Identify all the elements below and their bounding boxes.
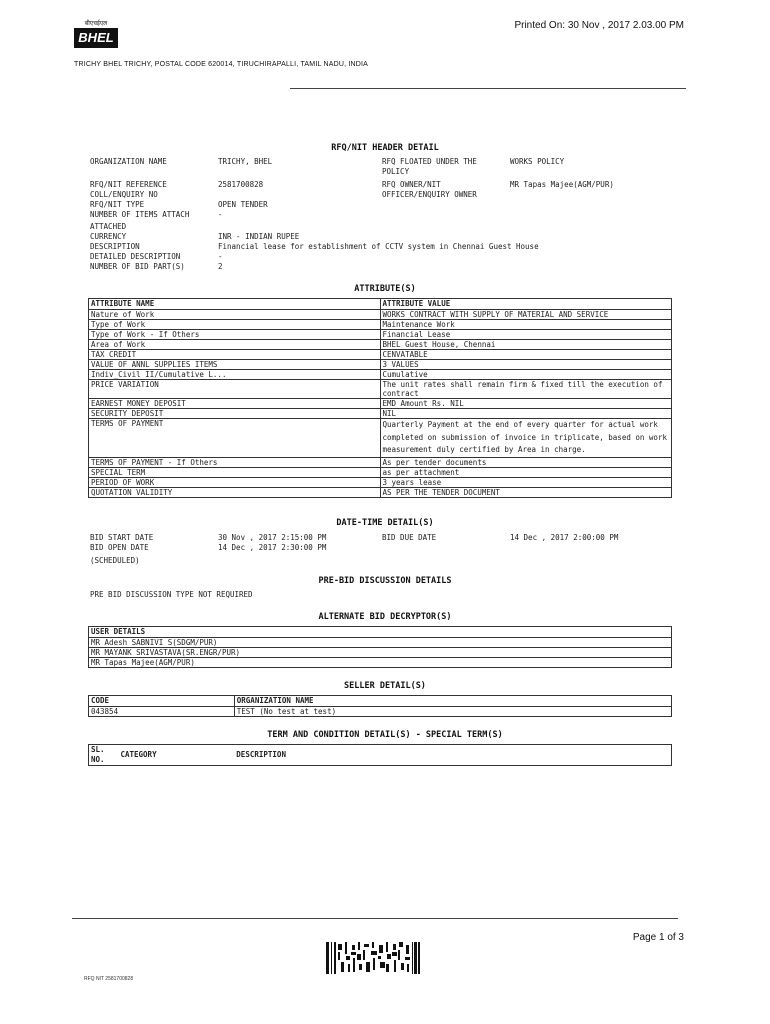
seller-title: SELLER DETAIL(S)	[344, 681, 426, 691]
attr-value-header: ATTRIBUTE VALUE	[380, 299, 672, 310]
table-row	[89, 320, 672, 330]
table-row	[89, 457, 672, 467]
attr-name-header: ATTRIBUTE NAME	[89, 299, 381, 310]
value-detailed-description: -	[218, 252, 223, 261]
datetime-title: DATE-TIME DETAIL(S)	[336, 518, 434, 528]
value-org-name: TRICHY, BHEL	[218, 157, 273, 166]
attr-value: Financial Lease	[380, 330, 672, 340]
label-org-name: ORGANIZATION NAME	[90, 157, 167, 166]
attr-value: As per tender documents	[380, 457, 672, 467]
attr-value: AS PER THE TENDER DOCUMENT	[380, 487, 672, 497]
table-row	[89, 638, 672, 648]
label-rfq-reference: RFQ/NIT REFERENCE	[90, 180, 167, 189]
decryptors-table	[88, 626, 672, 668]
value-bid-start: 30 Nov , 2017 2:15:00 PM	[218, 533, 327, 542]
terms-header-row	[89, 745, 672, 766]
attr-name: TERMS OF PAYMENT - If Others	[89, 457, 381, 467]
label-bid-parts: NUMBER OF BID PART(S)	[90, 262, 185, 271]
attr-value: Maintenance Work	[380, 320, 672, 330]
seller-table	[88, 695, 672, 717]
table-row	[89, 380, 672, 399]
label-description: DESCRIPTION	[90, 242, 140, 251]
logo-hindi-text: बीएचईएल	[84, 21, 108, 27]
attr-name: SECURITY DEPOSIT	[89, 409, 381, 419]
table-row	[89, 477, 672, 487]
label-bid-start: BID START DATE	[90, 533, 154, 542]
label-attached: ATTACHED	[90, 222, 127, 231]
label-detailed-description: DETAILED DESCRIPTION	[90, 252, 181, 261]
attr-name: Indiv_Civil II/Cumulative L...	[89, 370, 381, 380]
table-row	[89, 330, 672, 340]
attr-value: The unit rates shall remain firm & fixed till the execution of contract	[380, 380, 672, 399]
attr-value: as per attachment	[380, 467, 672, 477]
seller-code-header: CODE	[89, 696, 235, 707]
header-rule	[290, 88, 686, 89]
terms-title: TERM AND CONDITION DETAIL(S) - SPECIAL TERM(S)	[267, 730, 503, 740]
decryptors-title: ALTERNATE BID DECRYPTOR(S)	[318, 612, 452, 622]
label-currency: CURRENCY	[90, 232, 127, 241]
label-bid-open: BID OPEN DATE	[90, 543, 149, 552]
terms-table	[88, 744, 672, 766]
attributes-header-row	[89, 299, 672, 310]
attr-value: Quarterly Payment at the end of every quarter for actual work completed on submission of invoice in triplicate, based on work measurement duly certified by Area in charge.	[380, 419, 672, 458]
attr-value: Cumulative	[380, 370, 672, 380]
value-bid-parts: 2	[218, 262, 223, 271]
table-row	[89, 707, 672, 717]
attr-name: TERMS OF PAYMENT	[89, 419, 381, 458]
attr-value: CENVATABLE	[380, 350, 672, 360]
decryptor-user: MR Adesh SABNIVI S(SDGM/PUR)	[89, 638, 672, 648]
value-rfq-owner: MR Tapas Majee(AGM/PUR)	[510, 180, 614, 189]
seller-header-row	[89, 696, 672, 707]
decryptors-header-row	[89, 627, 672, 638]
user-details-header: USER DETAILS	[89, 627, 672, 638]
attr-name: VALUE OF ANNL SUPPLIES ITEMS	[89, 360, 381, 370]
table-row	[89, 409, 672, 419]
attr-name: PRICE VARIATION	[89, 380, 381, 399]
label-coll-enquiry: COLL/ENQUIRY NO	[90, 190, 158, 199]
table-row	[89, 370, 672, 380]
label-rfq-owner: RFQ OWNER/NIT OFFICER/ENQUIRY OWNER	[382, 180, 477, 199]
logo-mark: BHEL	[74, 28, 118, 48]
decryptor-user: MR Tapas Majee(AGM/PUR)	[89, 658, 672, 668]
attr-value: WORKS CONTRACT WITH SUPPLY OF MATERIAL AND SERVICE	[380, 310, 672, 320]
seller-org-header: ORGANIZATION NAME	[234, 696, 671, 707]
label-rfq-type: RFQ/NIT TYPE	[90, 200, 145, 209]
terms-description-header: DESCRIPTION	[234, 745, 671, 766]
footer-rule	[72, 918, 678, 919]
table-row	[89, 360, 672, 370]
attr-name: TAX CREDIT	[89, 350, 381, 360]
footer-reference: RFQ NIT 2581700828	[84, 976, 134, 982]
table-row	[89, 658, 672, 668]
attr-value: 3 years lease	[380, 477, 672, 487]
value-bid-due: 14 Dec , 2017 2:00:00 PM	[510, 533, 619, 542]
terms-slno-header: SL. NO.	[89, 745, 119, 766]
label-bid-due: BID DUE DATE	[382, 533, 437, 542]
attr-name: EARNEST MONEY DEPOSIT	[89, 399, 381, 409]
attr-value: BHEL Guest House, Chennai	[380, 340, 672, 350]
label-items-attach: NUMBER OF ITEMS ATTACH	[90, 210, 190, 219]
attr-name: QUOTATION VALIDITY	[89, 487, 381, 497]
page-number: Page 1 of 3	[632, 932, 684, 943]
attr-name: Nature of Work	[89, 310, 381, 320]
attr-name: Area of Work	[89, 340, 381, 350]
value-floated-policy: WORKS POLICY	[510, 157, 565, 166]
attr-name: Type of Work - If Others	[89, 330, 381, 340]
terms-category-header: CATEGORY	[118, 745, 234, 766]
attr-name: Type of Work	[89, 320, 381, 330]
decryptor-user: MR MAYANK SRIVASTAVA(SR.ENGR/PUR)	[89, 648, 672, 658]
attributes-table	[88, 298, 672, 498]
address: TRICHY BHEL TRICHY, POSTAL CODE 620014, TIRUCHIRAPALLI, TAMIL NADU, INDIA	[74, 61, 369, 68]
prebid-title: PRE-BID DISCUSSION DETAILS	[318, 576, 452, 586]
attr-value: 3 VALUES	[380, 360, 672, 370]
seller-org-name: TEST (No test at test)	[234, 707, 671, 717]
attributes-title: ATTRIBUTE(S)	[354, 284, 416, 294]
printed-on: Printed On: 30 Nov , 2017 2.03.00 PM	[514, 20, 684, 31]
table-row	[89, 399, 672, 409]
value-currency: INR - INDIAN RUPEE	[218, 232, 300, 241]
value-bid-open: 14 Dec , 2017 2:30:00 PM	[218, 543, 327, 552]
table-row	[89, 648, 672, 658]
value-rfq-type: OPEN TENDER	[218, 200, 268, 209]
table-row	[89, 310, 672, 320]
table-row	[89, 340, 672, 350]
seller-code: 043854	[89, 707, 235, 717]
bid-open-scheduled: (SCHEDULED)	[90, 556, 140, 565]
table-row	[89, 419, 672, 458]
table-row	[89, 350, 672, 360]
label-floated-policy: RFQ FLOATED UNDER THE POLICY	[382, 157, 477, 176]
attr-value: EMD Amount Rs. NIL	[380, 399, 672, 409]
prebid-type: PRE BID DISCUSSION TYPE NOT REQUIRED	[90, 590, 253, 599]
rfq-header-title: RFQ/NIT HEADER DETAIL	[331, 143, 439, 153]
bhel-logo	[72, 20, 120, 50]
attr-name: PERIOD OF WORK	[89, 477, 381, 487]
value-rfq-reference: 2581700828	[218, 180, 264, 189]
attr-value: NIL	[380, 409, 672, 419]
value-items-attach: -	[218, 210, 223, 219]
attr-name: SPECIAL TERM	[89, 467, 381, 477]
barcode-image	[326, 942, 420, 974]
table-row	[89, 487, 672, 497]
table-row	[89, 467, 672, 477]
value-description: Financial lease for establishment of CCTV system in Chennai Guest House	[218, 242, 539, 251]
